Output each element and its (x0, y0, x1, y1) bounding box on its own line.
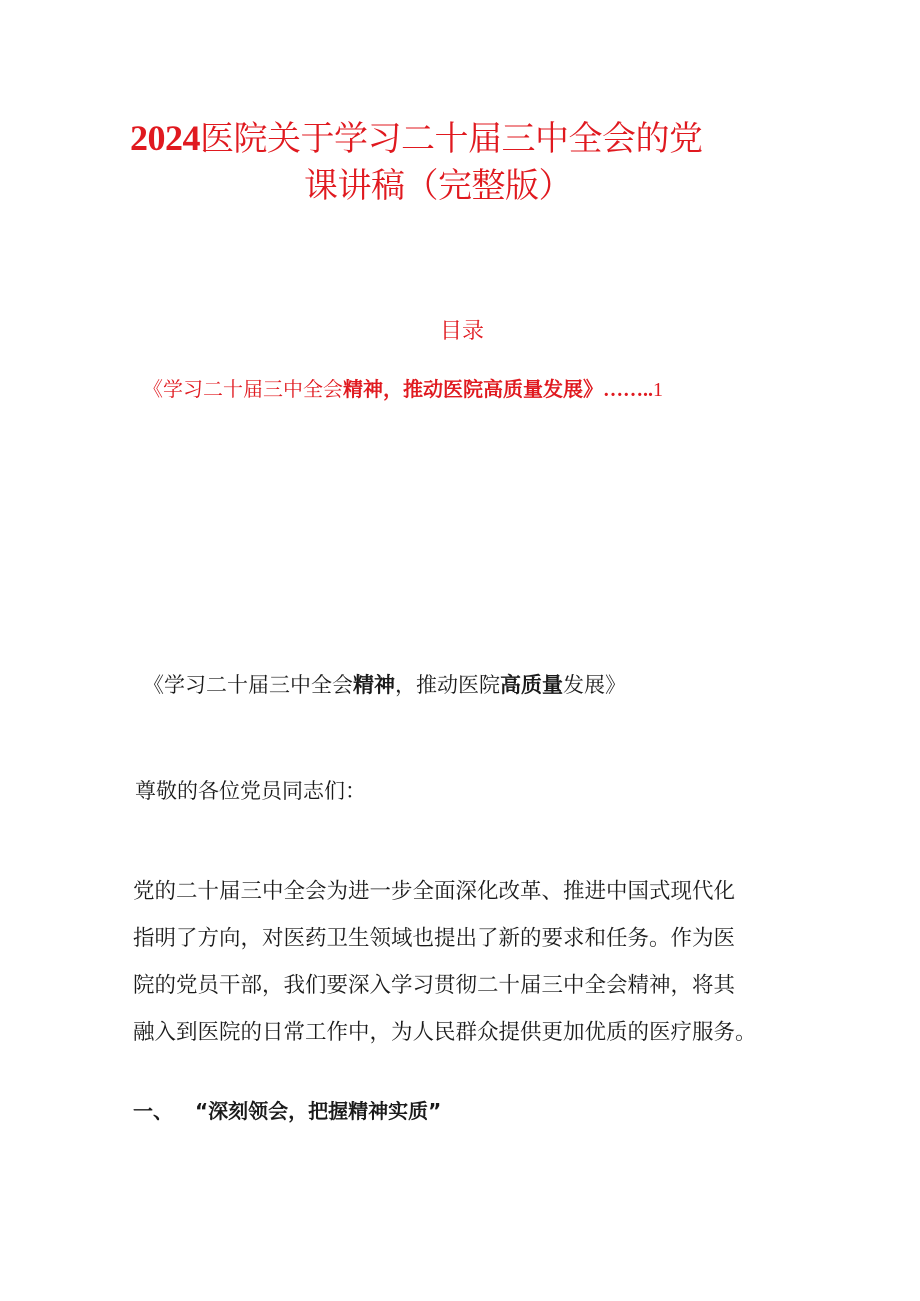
toc-entry-leader: …….. (603, 379, 653, 401)
toc-entry-page-number: 1 (653, 379, 663, 401)
paragraph-line: 院的党员干部，我们要深入学习贯彻二十届三中全会精神，将其 (133, 973, 736, 998)
salutation: 尊敬的各位党员同志们： (135, 779, 366, 803)
paragraph-line: 融入到医院的日常工作中，为人民群众提供更加优质的医疗服务。 (133, 1020, 757, 1045)
section-heading (133, 1096, 441, 1126)
body-paragraph (133, 868, 808, 1056)
article-title-part-3: ，推动医院 (395, 673, 500, 697)
document-title-line-2: 课讲稿（完整版） (304, 166, 572, 206)
toc-entry-text-2: 精神，推动医院高质量发展》 (343, 377, 603, 401)
section-number: 一、 (133, 1099, 173, 1123)
paragraph-line: 党的二十届三中全会为进一步全面深化改革、推进中国式现代化 (133, 879, 736, 904)
toc-entry[interactable] (143, 374, 663, 405)
article-title-part-5: 发展》 (563, 673, 626, 697)
toc-heading: 目录 (440, 319, 485, 344)
section-title: “深刻领会，把握精神实质” (195, 1099, 442, 1123)
article-title-part-2: 精神 (353, 673, 395, 697)
document-title-text-1: 医院关于学习二十届三中全会的党 (200, 119, 703, 159)
document-title-line-1 (130, 118, 703, 159)
article-title-part-4: 高质量 (500, 673, 563, 697)
paragraph-line: 指明了方向，对医药卫生领域也提出了新的要求和任务。作为医 (133, 926, 736, 951)
article-title-part-1: 《学习二十届三中全会 (143, 673, 353, 697)
document-title-year: 2024 (130, 118, 200, 158)
article-title (143, 670, 626, 700)
toc-entry-text-1: 《学习二十届三中全会 (143, 377, 343, 401)
